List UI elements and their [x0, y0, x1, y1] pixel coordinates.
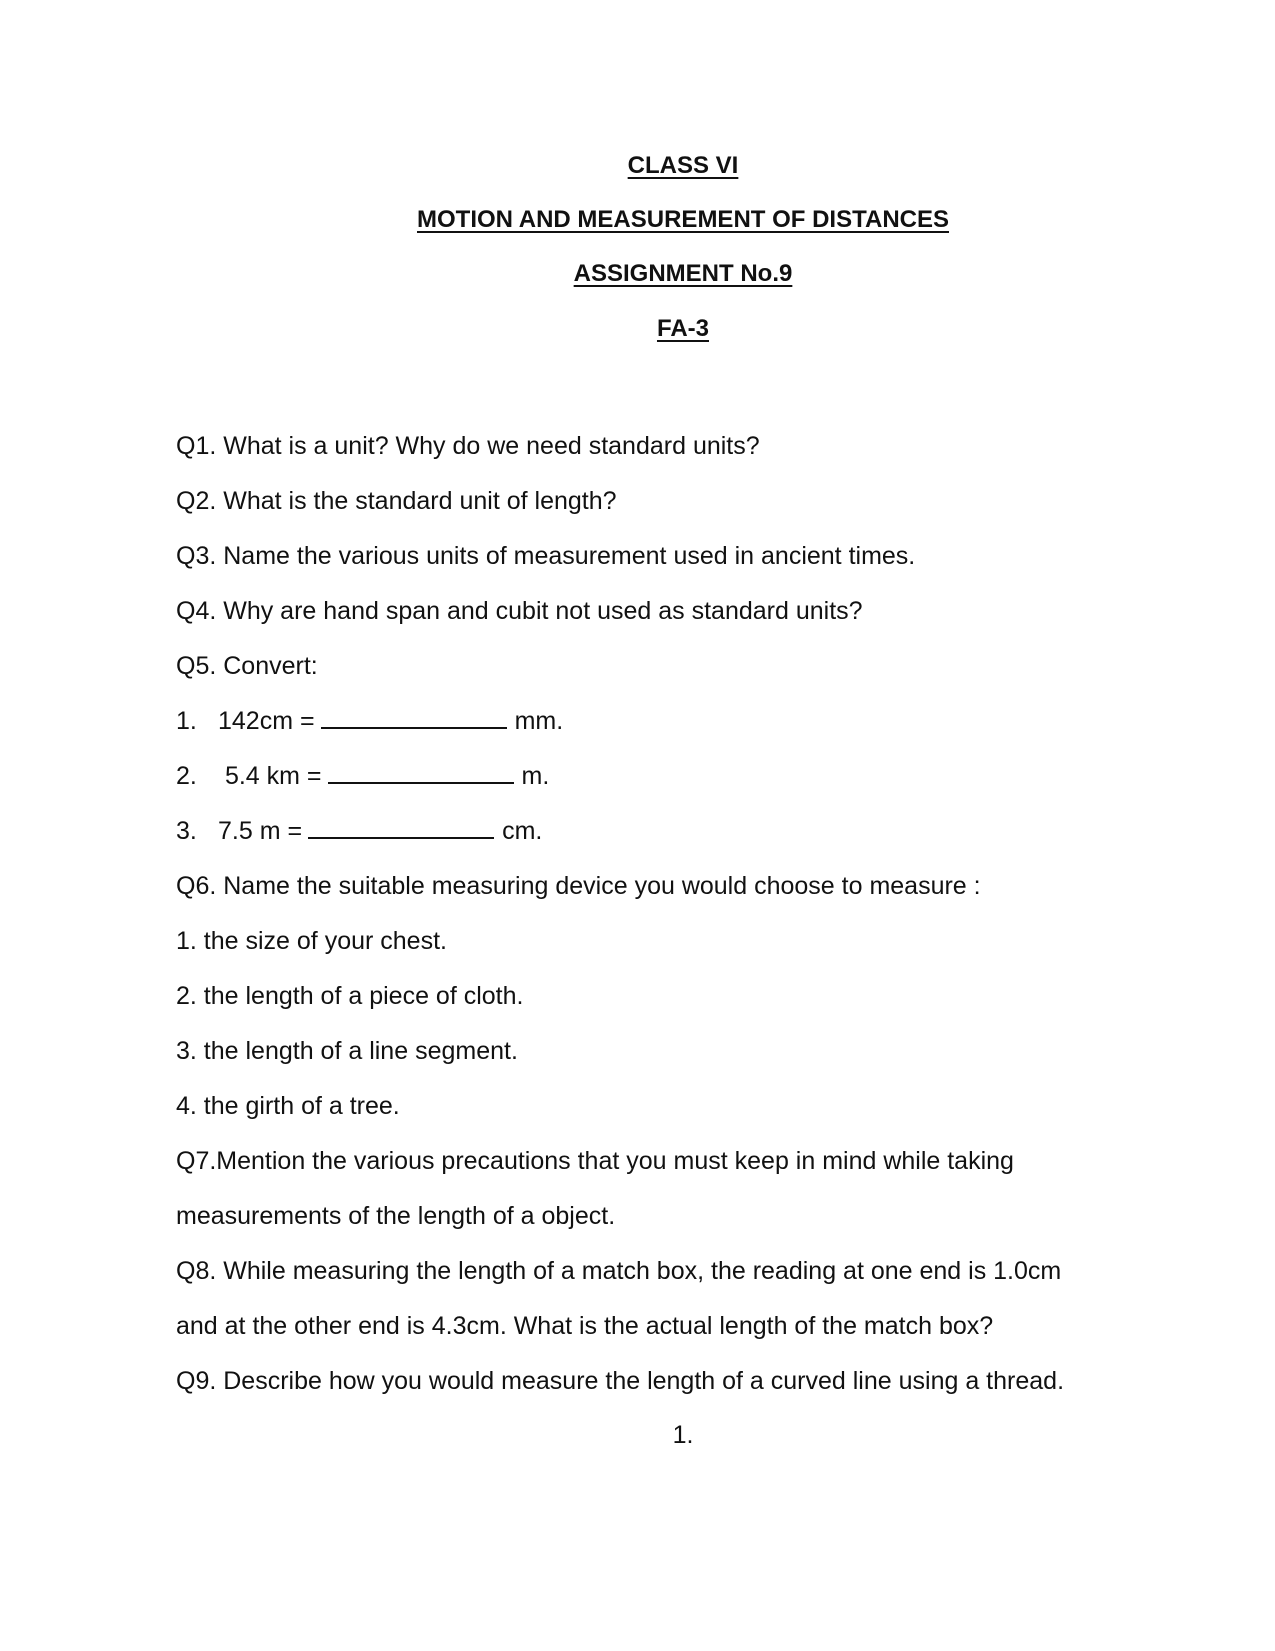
- class-heading-text: CLASS VI: [627, 152, 739, 179]
- conversion-item-unit: m.: [521, 762, 550, 790]
- question-7-line-1: Q7.Mention the various precautions that you must keep in mind while taking: [176, 1147, 1014, 1175]
- conversion-item-number: 1.: [176, 707, 197, 735]
- conversion-item: [176, 760, 549, 792]
- assignment-heading: [0, 259, 1275, 289]
- answer-blank[interactable]: [308, 815, 494, 839]
- device-item: 2. the length of a piece of cloth.: [176, 982, 524, 1010]
- question-4: Q4. Why are hand span and cubit not used as standard units?: [176, 597, 863, 625]
- chapter-heading-text: MOTION AND MEASUREMENT OF DISTANCES: [417, 206, 949, 233]
- question-5: Q5. Convert:: [176, 652, 318, 680]
- conversion-item-lhs: 5.4 km =: [218, 762, 322, 790]
- page-number: 1.: [672, 1421, 694, 1449]
- fa-heading: [0, 314, 1275, 344]
- question-7-line-2: measurements of the length of a object.: [176, 1202, 616, 1230]
- conversion-item-lhs: 142cm =: [218, 707, 315, 735]
- question-3: Q3. Name the various units of measurement used in ancient times.: [176, 542, 916, 570]
- conversion-item-number: 2.: [176, 762, 197, 790]
- question-8-line-1: Q8. While measuring the length of a match box, the reading at one end is 1.0cm: [176, 1257, 1062, 1285]
- question-6: Q6. Name the suitable measuring device you would choose to measure :: [176, 872, 981, 900]
- conversion-item-lhs: 7.5 m =: [218, 817, 303, 845]
- fa-heading-text: FA-3: [656, 315, 709, 342]
- question-1: Q1. What is a unit? Why do we need standard units?: [176, 432, 760, 460]
- conversion-item-number: 3.: [176, 817, 197, 845]
- class-heading: [0, 151, 1275, 181]
- question-8-line-2: and at the other end is 4.3cm. What is the actual length of the match box?: [176, 1312, 994, 1340]
- conversion-item: [176, 815, 542, 847]
- conversion-item: [176, 705, 563, 737]
- answer-blank[interactable]: [328, 760, 514, 784]
- conversion-item-unit: mm.: [514, 707, 564, 735]
- chapter-heading: [0, 205, 1275, 235]
- assignment-heading-text: ASSIGNMENT No.9: [573, 260, 793, 287]
- device-item: 1. the size of your chest.: [176, 927, 447, 955]
- device-item: 4. the girth of a tree.: [176, 1092, 400, 1120]
- answer-blank[interactable]: [321, 705, 507, 729]
- device-item: 3. the length of a line segment.: [176, 1037, 518, 1065]
- question-9: Q9. Describe how you would measure the length of a curved line using a thread.: [176, 1367, 1065, 1395]
- question-2: Q2. What is the standard unit of length?: [176, 487, 617, 515]
- conversion-item-unit: cm.: [502, 817, 543, 845]
